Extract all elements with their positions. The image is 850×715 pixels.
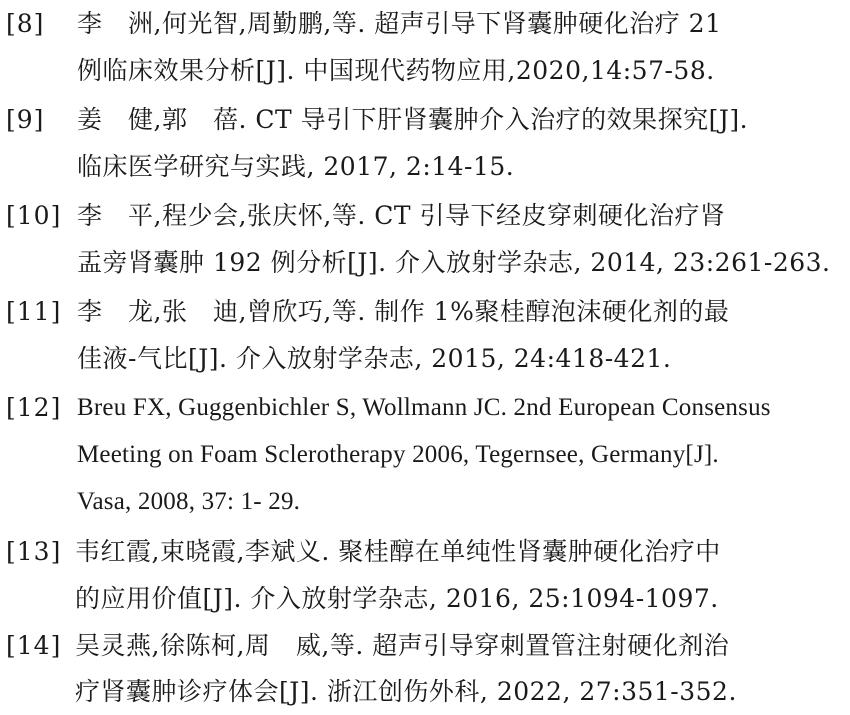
reference-text-line: 佳液-气比[J]. 介入放射学杂志, 2015, 24:418-421. xyxy=(77,344,672,373)
reference-text-line: Breu FX, Guggenbichler S, Wollmann JC. 2nd European Consensus xyxy=(77,394,771,421)
reference-number: [10] xyxy=(6,201,62,230)
reference-text-line: 韦红霞,束晓霞,李斌义. 聚桂醇在单纯性肾囊肿硬化治疗中 xyxy=(75,537,721,566)
reference-number: [8] xyxy=(6,9,45,38)
reference-number: [11] xyxy=(6,297,62,326)
reference-text-line: 李 龙,张 迪,曾欣巧,等. 制作 1%聚桂醇泡沫硬化剂的最 xyxy=(77,297,730,326)
reference-number: [13] xyxy=(6,537,62,566)
reference-number: [14] xyxy=(6,631,62,660)
reference-number: [9] xyxy=(6,105,45,134)
reference-text-line: 盂旁肾囊肿 192 例分析[J]. 介入放射学杂志, 2014, 23:261-263. xyxy=(77,248,831,277)
reference-text-line: 吴灵燕,徐陈柯,周 威,等. 超声引导穿刺置管注射硬化剂治 xyxy=(75,631,730,660)
reference-text-line: Meeting on Foam Sclerotherapy 2006, Tegernsee, Germany[J]. xyxy=(77,441,719,468)
reference-text-line: 疗肾囊肿诊疗体会[J]. 浙江创伤外科, 2022, 27:351-352. xyxy=(75,677,737,706)
reference-number: [12] xyxy=(6,393,62,422)
reference-text-line: 姜 健,郭 蓓. CT 导引下肝肾囊肿介入治疗的效果探究[J]. xyxy=(77,105,749,134)
reference-text-line: 李 平,程少会,张庆怀,等. CT 引导下经皮穿刺硬化治疗肾 xyxy=(77,201,726,230)
reference-text-line: 临床医学研究与实践, 2017, 2:14-15. xyxy=(77,152,515,181)
reference-text-line: Vasa, 2008, 37: 1- 29. xyxy=(77,488,301,515)
reference-text-line: 的应用价值[J]. 介入放射学杂志, 2016, 25:1094-1097. xyxy=(75,584,719,613)
reference-text-line: 李 洲,何光智,周勤鹏,等. 超声引导下肾囊肿硬化治疗 21 xyxy=(77,9,722,38)
reference-text-line: 例临床效果分析[J]. 中国现代药物应用,2020,14:57-58. xyxy=(77,56,715,85)
